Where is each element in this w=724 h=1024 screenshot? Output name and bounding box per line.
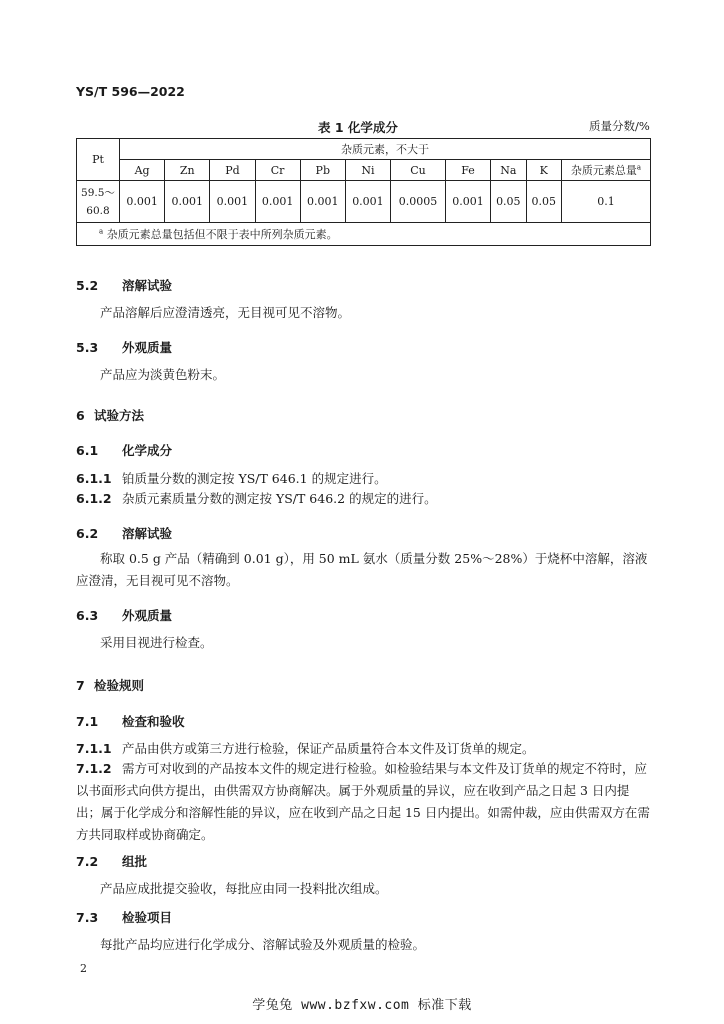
pt-header-cell: Pt (77, 139, 120, 181)
table-footnote-row (77, 223, 651, 246)
chemical-composition-table (76, 138, 651, 246)
value-cell: 0.05 (491, 181, 526, 223)
section-7-2-heading: 7.2 组批 (76, 854, 148, 869)
section-7-heading: 7 检验规则 (76, 678, 145, 693)
value-cell: 0.1 (562, 181, 651, 223)
value-cell: 0.001 (255, 181, 300, 223)
footnote-text: 杂质元素总量包括但不限于表中所列杂质元素。 (106, 228, 338, 241)
value-cell: 0.001 (165, 181, 210, 223)
col-header: Ni (345, 160, 390, 181)
col-header-total (562, 160, 651, 181)
value-cell: 0.001 (120, 181, 165, 223)
col-header: Pd (210, 160, 255, 181)
page-number: 2 (80, 962, 87, 975)
section-5-2-heading: 5.2 溶解试验 (76, 278, 173, 293)
section-7-2-text: 产品应成批提交验收，每批应由同一投料批次组成。 (100, 881, 388, 896)
pt-value-line1: 59.5～ (81, 186, 115, 199)
document-code: YS/T 596—2022 (76, 84, 185, 99)
pt-value-cell (77, 181, 120, 223)
section-6-1-1: 6.1.1 铂质量分数的测定按 YS/T 646.1 的规定进行。 (76, 471, 387, 486)
total-sup-mark: a (636, 163, 642, 172)
table-header-row (77, 139, 651, 160)
section-6-1-heading: 6.1 化学成分 (76, 443, 173, 458)
col-header: Na (491, 160, 526, 181)
col-header: Ag (120, 160, 165, 181)
table-title: 表 1 化学成分 (318, 120, 398, 135)
col-header: Cr (255, 160, 300, 181)
section-7-3-text: 每批产品均应进行化学成分、溶解试验及外观质量的检验。 (100, 937, 426, 952)
value-cell: 0.001 (300, 181, 345, 223)
value-cell: 0.001 (345, 181, 390, 223)
section-7-1-heading: 7.1 检查和验收 (76, 714, 185, 729)
impurity-header-cell: 杂质元素，不大于 (120, 139, 651, 160)
value-cell: 0.05 (526, 181, 561, 223)
section-5-2-text: 产品溶解后应澄清透亮，无目视可见不溶物。 (100, 305, 351, 320)
section-6-heading: 6 试验方法 (76, 408, 145, 423)
footer-watermark: 学兔兔 www.bzfxw.com 标准下载 (252, 998, 472, 1013)
section-6-3-heading: 6.3 外观质量 (76, 608, 173, 623)
col-header: Cu (391, 160, 446, 181)
footnote-cell (77, 223, 651, 246)
section-6-3-text: 采用目视进行检查。 (100, 635, 213, 650)
table-value-row (77, 181, 651, 223)
value-cell: 0.0005 (391, 181, 446, 223)
footnote-mark: a (99, 227, 104, 236)
col-header: Pb (300, 160, 345, 181)
col-header: Fe (445, 160, 490, 181)
total-header-label: 杂质元素总量 (570, 164, 637, 177)
pt-value-line2: 60.8 (86, 204, 110, 217)
section-5-3-text: 产品应为淡黄色粉末。 (100, 367, 226, 382)
section-7-3-heading: 7.3 检验项目 (76, 910, 173, 925)
section-5-3-heading: 5.3 外观质量 (76, 340, 173, 355)
section-6-2-text: 称取 0.5 g 产品（精确到 0.01 g），用 50 mL 氨水（质量分数 25%～28%）于烧杯中溶解，溶液应澄清，无目视可见不溶物。 (76, 551, 648, 588)
col-header: K (526, 160, 561, 181)
col-header: Zn (165, 160, 210, 181)
table-unit: 质量分数/% (589, 119, 650, 133)
value-cell: 0.001 (210, 181, 255, 223)
section-7-1-1: 7.1.1 产品由供方或第三方进行检验，保证产品质量符合本文件及订货单的规定。 (76, 741, 535, 756)
value-cell: 0.001 (445, 181, 490, 223)
section-6-1-2: 6.1.2 杂质元素质量分数的测定按 YS/T 646.2 的规定的进行。 (76, 491, 437, 506)
section-6-2-heading: 6.2 溶解试验 (76, 526, 173, 541)
element-header-row (77, 160, 651, 181)
section-7-1-2: 7.1.2 需方可对收到的产品按本文件的规定进行检验。如检验结果与本文件及订货单的规定不符时，应以书面形式向供方提出，由供需双方协商解决。属于外观质量的异议，应在收到产品之日起 3 日内提出；属于化学成分和溶解性能的异议，应在收到产品之日起 15 日内提出。如需仲裁，应由供需双方在需方共同取样或协商确定。 (76, 761, 650, 842)
